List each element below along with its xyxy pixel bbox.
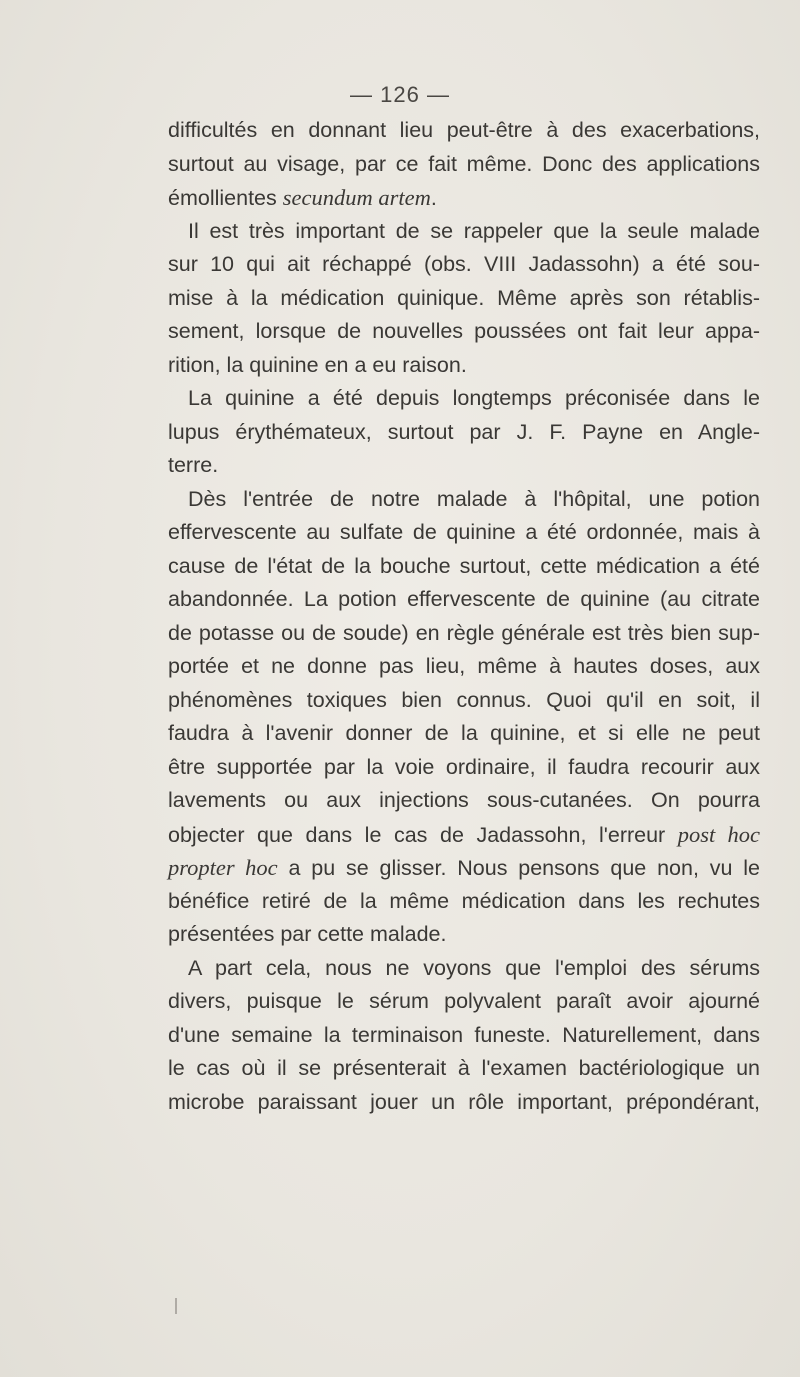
text-line	[168, 215, 760, 249]
line-text: sement, lorsque de nouvelles poussées ont fait leur appa-	[168, 319, 760, 343]
line-text: A part cela, nous ne voyons que l'emploi des sérums	[188, 955, 760, 980]
line-text: d'une semaine la terminaison funeste. Naturellement, dans	[168, 1022, 760, 1047]
text-line	[168, 248, 760, 282]
text-line	[168, 483, 760, 517]
text-line	[168, 550, 760, 584]
line-text: présentées par cette malade.	[168, 922, 447, 946]
text-line	[168, 818, 760, 852]
line-text: lavements ou aux injections sous-cutanées. On pourra	[168, 788, 760, 812]
italic-text: secundum artem	[282, 185, 431, 210]
text-line	[168, 985, 760, 1019]
italic-text: post hoc	[677, 821, 761, 847]
line-text: difficultés en donnant lieu peut-être à des exacerbations,	[168, 118, 760, 142]
line-text: effervescente au sulfate de quinine a été ordonnée, mais à	[168, 520, 760, 544]
line-text: sur 10 qui ait réchappé (obs. VIII Jadassohn) a été sou-	[168, 252, 760, 276]
line-text: portée et ne donne pas lieu, même à hautes doses, aux	[168, 654, 760, 678]
text-line	[168, 382, 760, 416]
line-text: le cas où il se présenterait à l'examen bactériologique un	[168, 1056, 760, 1080]
line-text: Il est très important de se rappeler que la seule malade	[188, 218, 760, 243]
text-line	[168, 282, 760, 316]
text-line	[168, 684, 760, 718]
text-line	[168, 1052, 760, 1086]
text-line	[168, 583, 760, 617]
text-line	[168, 1086, 760, 1120]
text-line	[168, 784, 760, 818]
line-text: être supportée par la voie ordinaire, il faudra recourir aux	[168, 754, 760, 779]
line-text: a pu se glisser. Nous pensons que non, vu le	[277, 856, 760, 880]
text-line	[168, 516, 760, 550]
text-line	[168, 851, 760, 885]
text-line	[168, 349, 760, 383]
line-text: faudra à l'avenir donner de la quinine, et si elle ne peut	[168, 721, 760, 745]
page-number: — 126 —	[350, 82, 450, 107]
italic-text: propter hoc	[168, 855, 278, 880]
line-text: phénomènes toxiques bien connus. Quoi qu'il en soit, il	[168, 687, 760, 712]
stray-mark	[175, 1298, 177, 1314]
line-text: terre.	[168, 453, 219, 477]
text-line	[168, 114, 760, 148]
text-line	[168, 449, 760, 483]
text-line	[168, 148, 760, 182]
text-line	[168, 751, 760, 785]
line-text: lupus érythémateux, surtout par J. F. Payne en Angle-	[168, 419, 760, 444]
line-text: mise à la médication quinique. Même après son rétablis-	[168, 285, 760, 310]
line-text: objecter que dans le cas de Jadassohn, l'erreur	[168, 822, 678, 847]
text-line	[168, 650, 760, 684]
line-text: .	[430, 186, 437, 210]
line-text: rition, la quinine en a eu raison.	[168, 352, 467, 377]
line-text: microbe paraissant jouer un rôle important, prépondérant,	[168, 1089, 760, 1114]
text-line	[168, 315, 760, 349]
line-text: La quinine a été depuis longtemps préconisée dans le	[188, 386, 760, 410]
text-line	[168, 1019, 760, 1053]
text-line	[168, 717, 760, 751]
text-line	[168, 617, 760, 651]
line-text: surtout au visage, par ce fait même. Donc des applications	[168, 151, 760, 176]
text-line	[168, 885, 760, 919]
line-text: abandonnée. La potion effervescente de quinine (au citrate	[168, 587, 760, 611]
line-text: bénéfice retiré de la même médication dans les rechutes	[168, 888, 760, 913]
body-text	[168, 114, 760, 1119]
line-text: divers, puisque le sérum polyvalent paraît avoir ajourné	[168, 989, 760, 1013]
line-text: émollientes	[168, 186, 283, 210]
text-line	[168, 952, 760, 986]
text-line	[168, 416, 760, 450]
line-text: de potasse ou de soude) en règle générale est très bien sup-	[168, 620, 760, 645]
line-text: cause de l'état de la bouche surtout, cette médication a été	[168, 553, 760, 578]
text-line	[168, 918, 760, 952]
line-text: Dès l'entrée de notre malade à l'hôpital, une potion	[188, 486, 760, 511]
text-line	[168, 181, 760, 215]
